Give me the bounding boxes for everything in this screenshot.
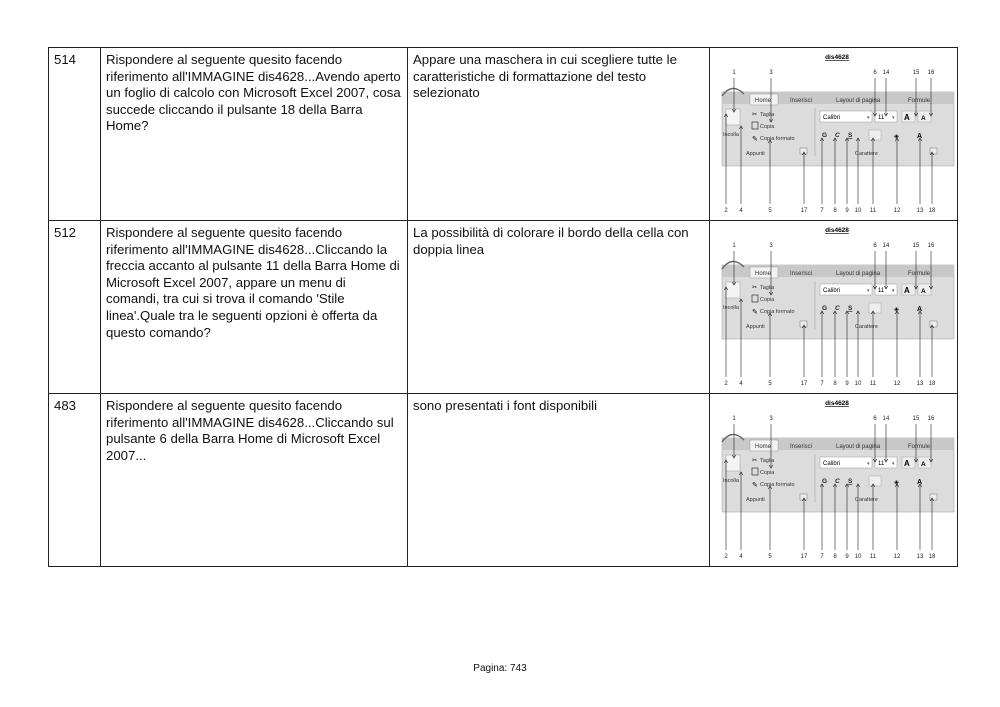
brush-icon: ✎ (752, 482, 758, 489)
label-8: 8 (833, 381, 837, 387)
ribbon-figure (712, 52, 956, 216)
bold-icon: G (822, 132, 828, 139)
figure-title: dis4628 (825, 54, 849, 61)
font-size: 11 (878, 115, 885, 121)
label-12: 12 (893, 208, 901, 214)
brush-icon: ✎ (752, 309, 758, 316)
figure-title: dis4628 (825, 400, 849, 407)
label-1: 1 (732, 70, 736, 76)
svg-text:▾: ▾ (892, 461, 895, 467)
label-18: 18 (928, 554, 936, 560)
label-12: 12 (893, 554, 901, 560)
label-14: 14 (882, 416, 890, 422)
bold-icon: G (822, 305, 828, 312)
label-5: 5 (768, 381, 772, 387)
tab-layout-label: Layout di pagina (836, 98, 881, 104)
font-color-icon: A (917, 479, 923, 486)
label-13: 13 (916, 381, 924, 387)
label-17: 17 (800, 381, 808, 387)
ribbon-figure (712, 398, 956, 562)
italic-icon: C (835, 132, 840, 139)
label-17: 17 (800, 208, 808, 214)
label-10: 10 (854, 381, 862, 387)
group-font-label: Carattere (855, 324, 878, 330)
label-7: 7 (820, 381, 824, 387)
label-8: 8 (833, 554, 837, 560)
label-5: 5 (768, 208, 772, 214)
paste-label: Incolla (723, 132, 739, 138)
label-3: 3 (769, 70, 773, 76)
label-9: 9 (845, 554, 849, 560)
group-clipboard-label: Appunti (746, 497, 765, 503)
font-name: Calibri (823, 115, 841, 121)
label-6: 6 (873, 70, 877, 76)
label-9: 9 (845, 208, 849, 214)
label-16: 16 (927, 243, 935, 249)
copy-label: Copia (760, 124, 775, 130)
font-color-icon: A (917, 133, 923, 140)
label-8: 8 (833, 208, 837, 214)
question-text: Rispondere al seguente quesito facendo riferimento all'IMMAGINE dis4628...Avendo aperto un foglio di calcolo con Microsoft Excel 2007, cosa succede cliccando il pulsante 18 della Barra Home? (101, 48, 408, 221)
label-6: 6 (873, 243, 877, 249)
tab-formule-label: Formule (908, 444, 931, 450)
bold-icon: G (822, 478, 828, 485)
tab-inserisci-label: Inserisci (790, 444, 813, 450)
label-18: 18 (928, 208, 936, 214)
border-icon (869, 476, 881, 486)
label-17: 17 (800, 554, 808, 560)
format-painter-label: Copia formato (760, 136, 795, 142)
label-11: 11 (869, 208, 877, 214)
svg-text:▾: ▾ (867, 288, 870, 294)
format-painter-label: Copia formato (760, 309, 795, 315)
label-12: 12 (893, 381, 901, 387)
label-5: 5 (768, 554, 772, 560)
copy-label: Copia (760, 470, 775, 476)
cut-label: Taglia (760, 112, 775, 118)
question-number: 483 (49, 394, 101, 567)
scissors-icon: ✂ (752, 112, 758, 118)
scissors-icon: ✂ (752, 285, 758, 291)
label-4: 4 (739, 381, 743, 387)
cut-label: Taglia (760, 458, 775, 464)
paste-label: Incolla (723, 305, 739, 311)
fill-color-icon: ◈ (894, 306, 899, 313)
svg-text:▾: ▾ (867, 461, 870, 467)
label-7: 7 (820, 208, 824, 214)
brush-icon: ✎ (752, 136, 758, 143)
label-3: 3 (769, 416, 773, 422)
question-text: Rispondere al seguente quesito facendo riferimento all'IMMAGINE dis4628...Cliccando la freccia accanto al pulsante 11 della Barra Home di Microsoft Excel 2007, appare un menu di comandi, tra cui si trova il comando 'Stile linea'.Quale tra le seguenti opzioni è offerta da questo comando? (101, 221, 408, 394)
italic-icon: C (835, 478, 840, 485)
label-14: 14 (882, 243, 890, 249)
copy-label: Copia (760, 297, 775, 303)
label-15: 15 (912, 416, 920, 422)
label-11: 11 (869, 554, 877, 560)
label-16: 16 (927, 70, 935, 76)
shrink-font-icon: A (921, 461, 926, 468)
label-2: 2 (724, 554, 728, 560)
font-size: 11 (878, 461, 885, 467)
label-3: 3 (769, 243, 773, 249)
ribbon-figure (712, 225, 956, 389)
svg-text:▾: ▾ (892, 288, 895, 294)
format-painter-label: Copia formato (760, 482, 795, 488)
tab-layout-label: Layout di pagina (836, 444, 881, 450)
grow-font-icon: A (904, 286, 910, 295)
paste-icon (726, 109, 740, 125)
label-6: 6 (873, 416, 877, 422)
tab-formule-label: Formule (908, 271, 931, 277)
grow-font-icon: A (904, 459, 910, 468)
tab-home-label: Home (755, 98, 772, 104)
svg-text:▾: ▾ (892, 115, 895, 121)
question-text: Rispondere al seguente quesito facendo riferimento all'IMMAGINE dis4628...Cliccando sul pulsante 6 della Barra Home di Microsoft Excel 2007... (101, 394, 408, 567)
label-2: 2 (724, 381, 728, 387)
table-row (49, 394, 958, 567)
tab-home-label: Home (755, 271, 772, 277)
questions-table (48, 47, 958, 567)
label-13: 13 (916, 554, 924, 560)
shrink-font-icon: A (921, 288, 926, 295)
table-row (49, 48, 958, 221)
answer-text: Appare una maschera in cui scegliere tutte le caratteristiche di formattazione del testo selezionato (408, 48, 710, 221)
label-10: 10 (854, 554, 862, 560)
group-clipboard-label: Appunti (746, 151, 765, 157)
question-number: 512 (49, 221, 101, 394)
scissors-icon: ✂ (752, 458, 758, 464)
tab-inserisci-label: Inserisci (790, 98, 813, 104)
answer-text: La possibilità di colorare il bordo della cella con doppia linea (408, 221, 710, 394)
fill-color-icon: ◈ (894, 479, 899, 486)
figure-cell (710, 394, 958, 567)
answer-text: sono presentati i font disponibili (408, 394, 710, 567)
underline-icon: S (848, 305, 853, 312)
label-15: 15 (912, 70, 920, 76)
label-9: 9 (845, 381, 849, 387)
tab-home-label: Home (755, 444, 772, 450)
group-clipboard-label: Appunti (746, 324, 765, 330)
group-font-label: Carattere (855, 497, 878, 503)
label-1: 1 (732, 416, 736, 422)
tab-layout-label: Layout di pagina (836, 271, 881, 277)
cut-label: Taglia (760, 285, 775, 291)
group-font-label: Carattere (855, 151, 878, 157)
label-13: 13 (916, 208, 924, 214)
label-1: 1 (732, 243, 736, 249)
question-number: 514 (49, 48, 101, 221)
label-16: 16 (927, 416, 935, 422)
label-4: 4 (739, 208, 743, 214)
tab-inserisci-label: Inserisci (790, 271, 813, 277)
figure-title: dis4628 (825, 227, 849, 234)
svg-text:▾: ▾ (867, 115, 870, 121)
tab-formule-label: Formule (908, 98, 931, 104)
underline-icon: S (848, 132, 853, 139)
label-14: 14 (882, 70, 890, 76)
label-11: 11 (869, 381, 877, 387)
shrink-font-icon: A (921, 115, 926, 122)
page-footer: Pagina: 743 (473, 663, 527, 674)
label-7: 7 (820, 554, 824, 560)
figure-cell (710, 48, 958, 221)
font-size: 11 (878, 288, 885, 294)
label-10: 10 (854, 208, 862, 214)
font-name: Calibri (823, 288, 841, 294)
font-color-icon: A (917, 306, 923, 313)
fill-color-icon: ◈ (894, 133, 899, 140)
border-icon (869, 303, 881, 313)
paste-icon (726, 455, 740, 471)
table-row (49, 221, 958, 394)
label-15: 15 (912, 243, 920, 249)
grow-font-icon: A (904, 113, 910, 122)
italic-icon: C (835, 305, 840, 312)
paste-label: Incolla (723, 478, 739, 484)
font-name: Calibri (823, 461, 841, 467)
label-2: 2 (724, 208, 728, 214)
label-4: 4 (739, 554, 743, 560)
figure-cell (710, 221, 958, 394)
underline-icon: S (848, 478, 853, 485)
label-18: 18 (928, 381, 936, 387)
border-icon (869, 130, 881, 140)
paste-icon (726, 282, 740, 298)
